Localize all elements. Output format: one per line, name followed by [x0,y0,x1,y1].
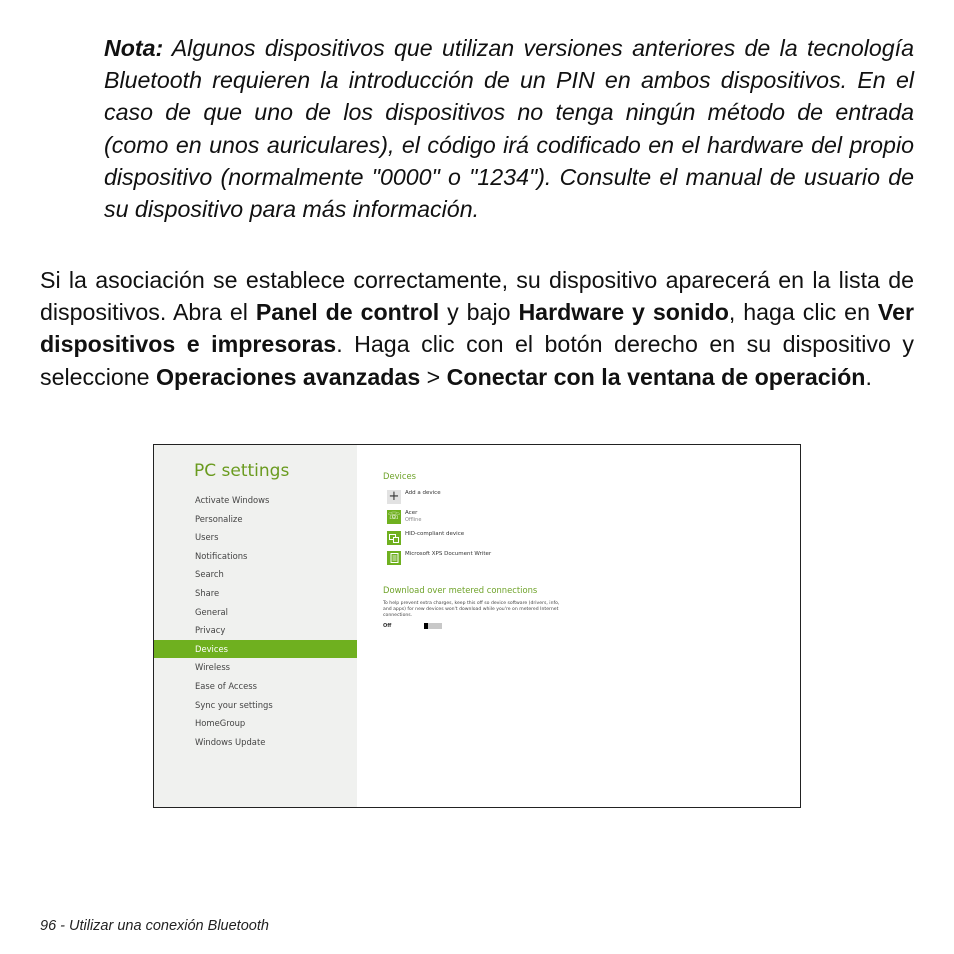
toggle-knob[interactable] [424,623,428,629]
pc-settings-screenshot [153,444,801,808]
ver-dispositivos-term: Ver dispositivos e impresoras [40,299,915,358]
toggle-label: Off [383,623,392,629]
para-text-4: . Haga clic con el botón derecho en su dispositivo y seleccione [40,331,914,390]
phone-icon: ☏ [387,511,401,522]
device-name: Microsoft XPS Document Writer [405,551,492,557]
devices-heading: Devices [383,471,417,481]
nav-item-windows-update[interactable]: Windows Update [195,736,266,747]
device-name: HID-compliant device [405,531,465,537]
para-text-2: y bajo [439,299,519,326]
nav-item-personalize[interactable]: Personalize [195,513,243,524]
nav-item-sync-settings[interactable]: Sync your settings [195,699,273,710]
hid-device-icon [387,531,401,545]
panel-de-control-term: Panel de control [255,299,440,326]
settings-sidebar [154,445,357,807]
nav-item-share[interactable]: Share [195,587,220,598]
nav-item-wireless[interactable]: Wireless [195,662,231,673]
note-text: Algunos dispositivos que utilizan versiones anteriores de la tecnología Bluetooth requieren la introducción de un PIN en ambos dispositivos. En el caso de que uno de los dispositivos no tenga ningún método de entrada (como en unos auriculares), el código irá codificado en el hardware del propio dispositivo (normalmente "0000" o "1234"). Consulte el manual de usuario de su dispositivo para más información. [104,35,914,223]
nav-item-users[interactable]: Users [195,532,219,543]
nav-item-homegroup[interactable]: HomeGroup [195,718,246,729]
note-paragraph [104,32,914,225]
metered-heading: Download over metered connections [383,585,538,595]
nav-item-ease-of-access[interactable]: Ease of Access [195,680,258,691]
settings-title: PC settings [194,461,290,481]
hardware-y-sonido-term: Hardware y sonido [518,299,729,326]
nav-item-privacy[interactable]: Privacy [195,625,226,636]
nav-item-search[interactable]: Search [195,569,224,580]
body-paragraph [40,264,914,393]
settings-main [357,445,800,807]
page-footer: 96 - Utilizar una conexión Bluetooth [40,918,269,934]
para-text-6: . [865,363,872,390]
nav-item-activate-windows[interactable]: Activate Windows [195,495,270,505]
metered-toggle[interactable] [424,623,442,629]
device-name: Acer [405,510,418,516]
para-text-3: , haga clic en [728,299,878,326]
note-label: Nota: [104,35,164,61]
add-device-label: Add a device [405,490,441,496]
device-status: Offline [405,517,422,523]
para-text-5: > [420,363,447,390]
metered-description: To help prevent extra charges, keep this off so device software (drivers, info, and apps) for new devices won't download while you're on metered Internet connections. [383,601,560,618]
operaciones-avanzadas-term: Operaciones avanzadas [156,363,421,390]
nav-item-devices[interactable]: Devices [154,640,357,659]
para-text-1: Si la asociación se establece correctamente, su dispositivo aparecerá en la lista de dispositivos. Abra el [40,267,914,326]
nav-item-general[interactable]: General [195,606,229,617]
printer-icon [387,551,401,565]
plus-icon: + [388,489,400,504]
settings-nav [154,491,357,751]
conectar-ventana-term: Conectar con la ventana de operación [446,363,866,390]
nav-item-notifications[interactable]: Notifications [195,550,248,561]
